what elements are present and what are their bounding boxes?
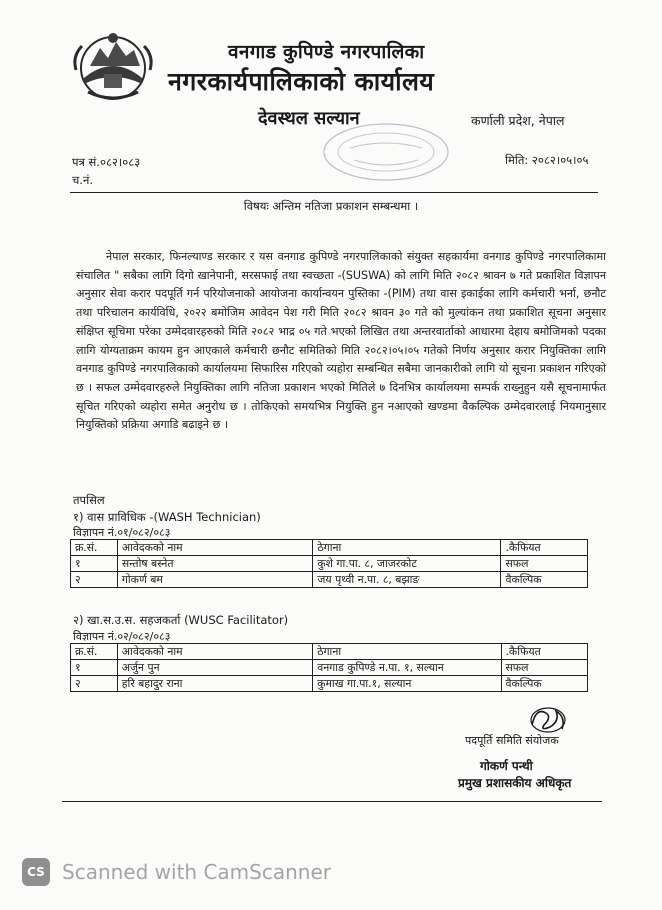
table-cell: वनगाड कुपिण्डे न.पा. १, सल्यान: [313, 660, 501, 676]
section-1-title: १) वास प्राविधिक -(WASH Technician): [73, 510, 261, 524]
table-cell: सन्तोष बस्नेत: [117, 556, 313, 572]
table-header-cell: .कैफियत: [501, 540, 588, 556]
section-1-vigyapan: विज्ञापन नं.०१/०८२/०८३: [73, 526, 171, 539]
table-header-cell: ठेगाना: [313, 540, 501, 556]
subject-line: विषयः अन्तिम नतिजा प्रकाशन सम्बन्धमा ।: [243, 199, 419, 213]
office-title: नगरकार्यपालिकाको कार्यालय: [168, 67, 435, 96]
table-row: [71, 676, 588, 692]
camscanner-logo-icon: CS: [22, 858, 50, 886]
section-2-title: २) खा.स.उ.स. सहजकर्ता (WUSC Facilitator): [73, 613, 289, 627]
signatory-post: प्रमुख प्रशासकीय अधिकृत: [458, 776, 572, 790]
table-header-cell: ठेगाना: [313, 644, 501, 660]
result-table-1: [70, 539, 588, 588]
nepal-emblem-icon: [70, 26, 156, 104]
table-cell: १: [71, 556, 118, 572]
tapasil-heading: तपसिल: [73, 493, 105, 507]
table-cell: २: [71, 572, 118, 588]
table-cell: सफल: [501, 556, 588, 572]
table-row: [71, 660, 588, 676]
province-name: कर्णाली प्रदेश, नेपाल: [471, 113, 565, 128]
table-cell: सफल: [501, 660, 588, 676]
table-cell: वैकल्पिक: [501, 676, 588, 692]
table-header-row: [71, 540, 588, 556]
camscanner-text: Scanned with CamScanner: [62, 860, 331, 884]
table-cell: हरि बहादुर राना: [117, 676, 312, 692]
table-cell: वैकल्पिक: [501, 572, 588, 588]
table-header-cell: क्र.सं.: [71, 540, 118, 556]
table-cell: गोकर्ण बम: [117, 572, 313, 588]
table-cell: कुशे गा.पा. ८, जाजरकोट: [313, 556, 501, 572]
table-header-row: [71, 644, 588, 660]
municipality-name: वनगाड कुपिण्डे नगरपालिका: [228, 41, 425, 63]
patra-number: पत्र सं.०८२।०८३: [72, 155, 141, 169]
table-cell: अर्जुन पुन: [117, 660, 312, 676]
table-row: [71, 556, 588, 572]
notice-body: नेपाल सरकार, फिनल्याण्ड सरकार र यस वनगाड कुपिण्डे नगरपालिकाको संयुक्त सहकार्यमा वनगाड कुपिण्डे नगरपालिकामा संचालित " सबैका लागि दिगो खानेपानी, सरसफाई तथा स्वच्छता -(SUSWA) को लागि मिति २०८२ श्रावन ७ गते प्रकाशित विज्ञापन अनुसार सेवा करार पदपूर्ति गर्न परियोजनाको आयोजना कार्यान्वयन पुस्तिका -(PIM) तथा वास इकाईका लागि कर्मचारी भर्ना, छनौट तथा परिचालन कार्यविधि, २०२२ बमोजिम आवेदन पेश गरी मिति २०८२ श्रावन ३० गते को मुल्यांकन तथा प्रकाशित सूचना अनुसार संक्षिप्त सूचिमा परेका उम्मेदवारहरुको मिति २०८२ भाद्र ०५ गते भएको लिखित तथा अन्तरवार्ताको आधारमा देहाय बमोजिमको पदका लागि योग्यताक्रम कायम हुन आएकाले कर्मचारी छनौट समितिको मिति २०८२।०५।०५ गतेको निर्णय अनुसार करार नियुक्तिका लागि वनगाड कुपिण्डे नगरपालिकाको कार्यालयमा सिफारिस गरिएको व्यहोरा सम्बन्धित सबैमा जानकारीको लागि यो सूचना प्रकाशन गरिएको छ । सफल उम्मेदवारहरुले नियुक्तिका लागि नतिजा प्रकाशन भएको मितिले ७ दिनभित्र कार्यालयमा सम्पर्क राख्नुहुन यसै सूचनामार्फत सूचित गरिएको व्यहोरा समेत अनुरोध छ । तोकिएको समयभित्र नियुक्ति हुन नआएको खण्डमा वैकल्पिक उम्मेदवारलाई नियमानुसार नियुक्तिको प्रक्रिया अगाडि बढाइने छ ।: [76, 250, 606, 432]
table-row: [71, 572, 588, 588]
result-table-2: [70, 643, 588, 692]
header-divider: [70, 192, 598, 193]
table-header-cell: आवेदकको नाम: [117, 540, 313, 556]
issue-date: मिति: २०८२।०५।०५: [505, 153, 589, 167]
table-header-cell: .कैफियत: [501, 644, 588, 660]
handwritten-signature-icon: [526, 703, 570, 737]
chalani-number: च.नं.: [72, 173, 93, 187]
reference-block: [72, 153, 140, 189]
table-cell: कुमाख गा.पा.१, सल्यान: [313, 676, 501, 692]
table-cell: जय पृथ्वी न.पा. ८, बझाङ: [313, 572, 501, 588]
signatory-name: गोकर्ण पन्थी: [480, 759, 533, 773]
signatory-role: पदपूर्ति समिति संयोजक: [465, 734, 559, 747]
table-header-cell: क्र.सं.: [71, 644, 118, 660]
section-2-vigyapan: विज्ञापन नं.०२/०८२/०८३: [73, 630, 171, 643]
office-stamp-icon: [320, 118, 452, 186]
table-cell: २: [71, 676, 118, 692]
office-location: देवस्थल सल्यान: [258, 108, 360, 129]
table-cell: १: [71, 660, 118, 676]
table-header-cell: आवेदकको नाम: [117, 644, 312, 660]
footer-divider: [62, 801, 602, 802]
